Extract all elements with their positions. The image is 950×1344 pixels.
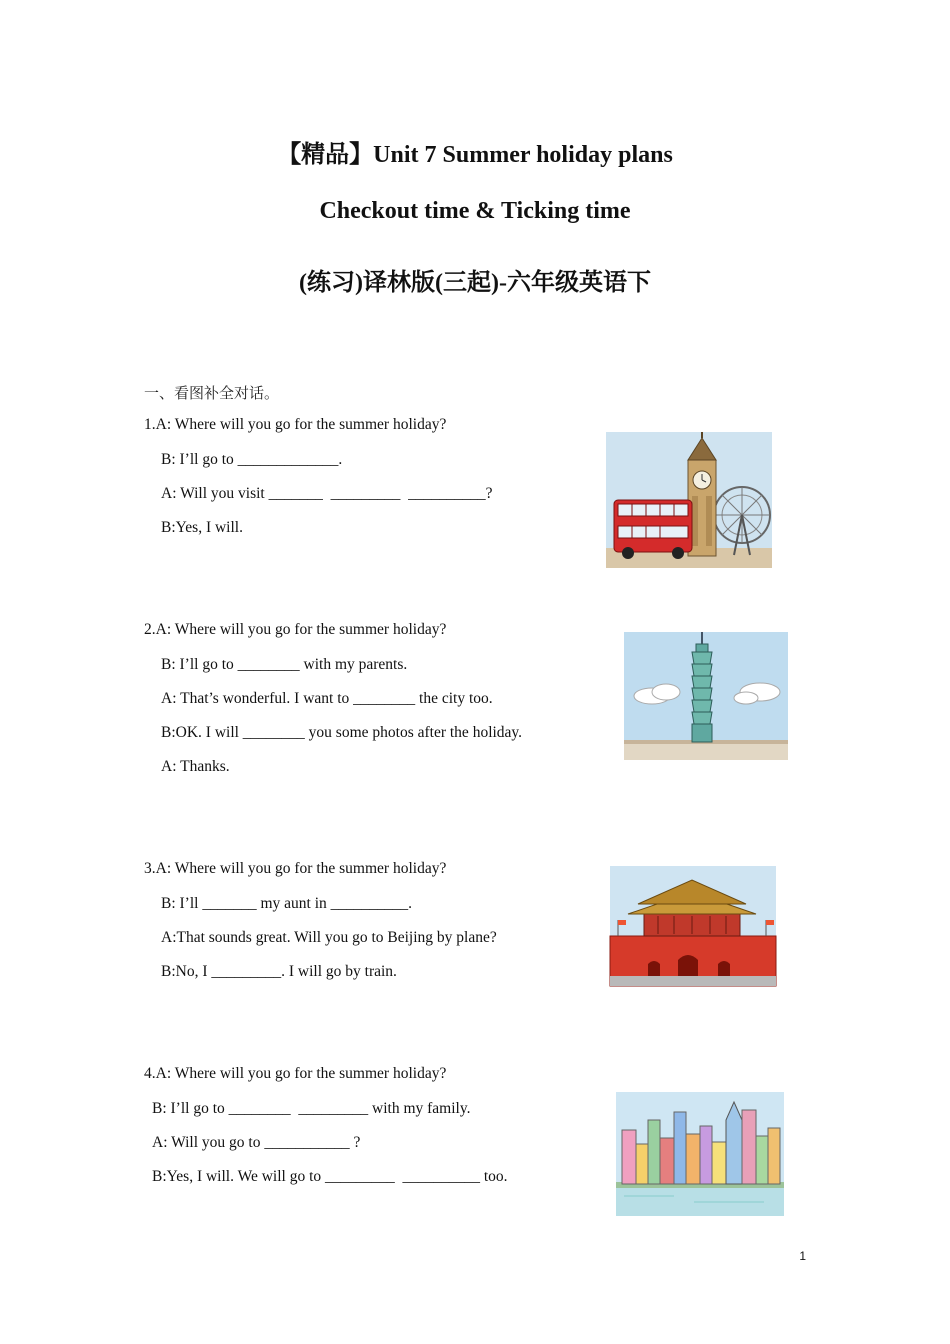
hong-kong-skyline-icon bbox=[614, 1090, 786, 1218]
question-line: 2.A: Where will you go for the summer holiday? bbox=[144, 621, 447, 638]
question-line: B: I’ll go to _____________. bbox=[161, 451, 343, 468]
question-line: B: I’ll go to ________ _________ with my family. bbox=[152, 1100, 471, 1117]
question-line: A:That sounds great. Will you go to Beijing by plane? bbox=[161, 929, 497, 946]
question-line: 4.A: Where will you go for the summer holiday? bbox=[144, 1065, 447, 1082]
tiananmen-icon bbox=[608, 864, 778, 988]
section-heading: 一、看图补全对话。 bbox=[144, 384, 280, 402]
document-title: 【精品】Unit 7 Summer holiday plans bbox=[277, 142, 673, 168]
question-line: B:Yes, I will. bbox=[161, 519, 243, 536]
question-line: B: I’ll _______ my aunt in __________. bbox=[161, 895, 413, 912]
london-bus-big-ben-icon bbox=[604, 430, 774, 570]
question-line: B: I’ll go to ________ with my parents. bbox=[161, 656, 408, 673]
taipei-tower-icon bbox=[622, 630, 790, 762]
question-line: B:No, I _________. I will go by train. bbox=[161, 963, 397, 980]
question-line: A: That’s wonderful. I want to ________ the city too. bbox=[161, 690, 493, 707]
question-line: 1.A: Where will you go for the summer holiday? bbox=[144, 416, 447, 433]
question-line: B:Yes, I will. We will go to _________ __________ too. bbox=[152, 1168, 508, 1185]
question-line: A: Thanks. bbox=[161, 758, 230, 775]
document-course-line: (练习)译林版(三起)-六年级英语下 bbox=[299, 270, 651, 296]
page-number: 1 bbox=[799, 1249, 806, 1263]
question-line: B:OK. I will ________ you some photos after the holiday. bbox=[161, 724, 523, 741]
question-line: 3.A: Where will you go for the summer holiday? bbox=[144, 860, 447, 877]
question-line: A: Will you visit _______ _________ __________? bbox=[161, 485, 493, 502]
question-line: A: Will you go to ___________ ? bbox=[152, 1134, 361, 1151]
document-subtitle: Checkout time & Ticking time bbox=[319, 198, 631, 224]
